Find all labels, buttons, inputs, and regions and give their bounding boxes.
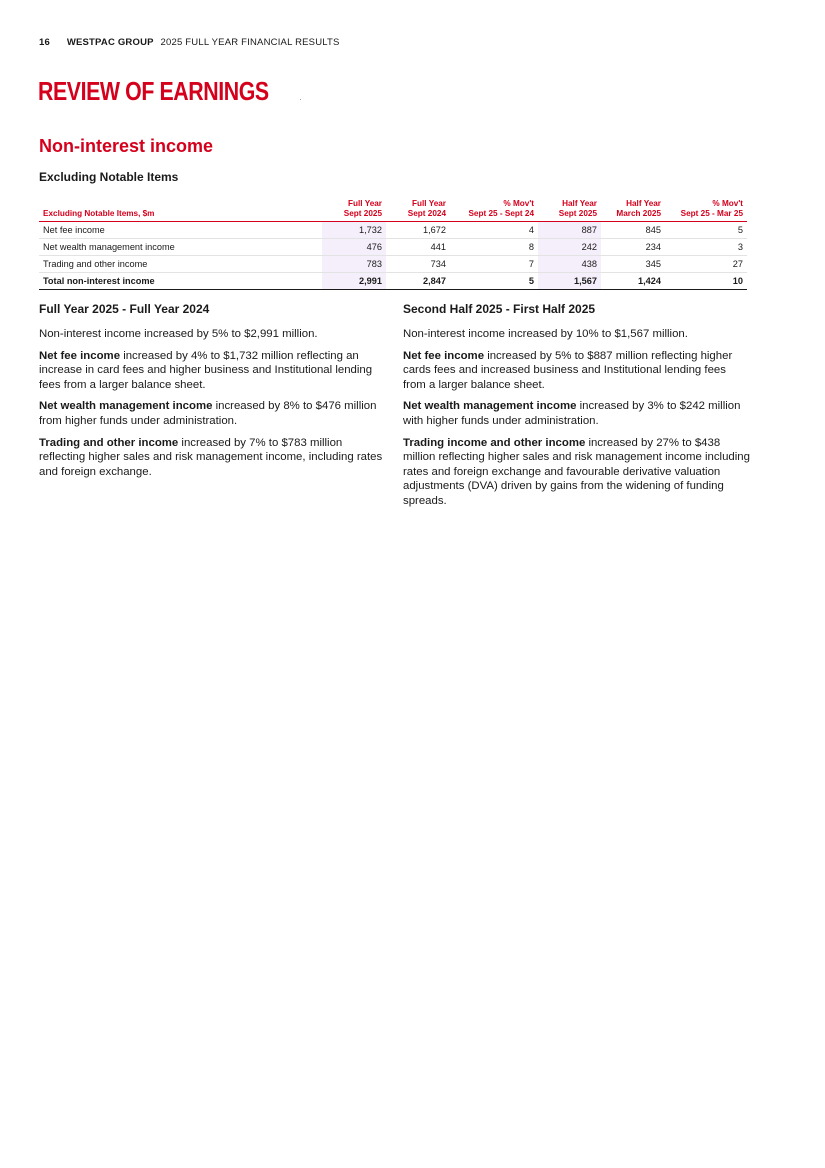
commentary-paragraph: Net wealth management income increased by 3% to $242 million with higher funds under administration. <box>403 400 741 427</box>
column-header: % Mov't Sept 25 - Sept 24 <box>450 199 538 222</box>
table-cell: 1,567 <box>538 273 601 290</box>
half-year-commentary <box>403 302 751 516</box>
page-number: 16 <box>39 37 50 48</box>
commentary-paragraph: Net wealth management income increased by 8% to $476 million from higher funds under administration. <box>39 400 377 427</box>
table-cell: 438 <box>538 256 601 273</box>
commentary-paragraph: Net fee income increased by 4% to $1,732 million reflecting an increase in card fees and higher business and Institutional lending fees from a larger balance sheet. <box>39 349 373 391</box>
stray-mark <box>300 99 301 100</box>
table-cell: 8 <box>450 239 538 256</box>
table-cell: 5 <box>450 273 538 290</box>
table-row <box>39 256 747 273</box>
table-cell: 1,732 <box>322 222 386 239</box>
org-name: WESTPAC GROUP <box>66 37 154 48</box>
table-cell: 4 <box>450 222 538 239</box>
table-cell: 734 <box>386 256 450 273</box>
column-header: % Mov't Sept 25 - Mar 25 <box>665 199 747 222</box>
commentary-heading: Full Year 2025 - Full Year 2024 <box>39 302 210 316</box>
table-cell: 3 <box>665 239 747 256</box>
commentary-paragraph: Trading and other income increased by 7% to $783 million reflecting higher sales and risk management income, including rates and foreign exchange. <box>39 436 383 478</box>
row-label: Net fee income <box>39 222 322 239</box>
table-cell: 2,847 <box>386 273 450 290</box>
table-cell: 887 <box>538 222 601 239</box>
commentary-heading: Second Half 2025 - First Half 2025 <box>403 302 596 316</box>
table-cell: 27 <box>665 256 747 273</box>
row-label: Trading and other income <box>39 256 322 273</box>
table-cell: 1,424 <box>601 273 665 290</box>
table-cell: 7 <box>450 256 538 273</box>
table-cell: 845 <box>601 222 665 239</box>
table-cell: 783 <box>322 256 386 273</box>
running-header <box>39 37 340 48</box>
table-cell: 345 <box>601 256 665 273</box>
table-cell: 10 <box>665 273 747 290</box>
document-title: 2025 FULL YEAR FINANCIAL RESULTS <box>160 37 340 48</box>
table-cell: 441 <box>386 239 450 256</box>
table-row <box>39 239 747 256</box>
table-cell: 234 <box>601 239 665 256</box>
full-year-commentary <box>39 302 387 486</box>
commentary-intro: Non-interest income increased by 5% to $2,991 million. <box>39 328 318 340</box>
column-header: Full Year Sept 2025 <box>322 199 386 222</box>
column-header: Full Year Sept 2024 <box>386 199 450 222</box>
column-header: Excluding Notable Items, $m <box>39 199 322 222</box>
table-row <box>39 222 747 239</box>
commentary-paragraph: Trading income and other income increased by 27% to $438 million reflecting higher sales and risk management income including rates and foreign exchange and favourable derivative valuation adjustments (DVA) driven by gains from the widening of funding spreads. <box>403 436 750 507</box>
commentary-intro: Non-interest income increased by 10% to $1,567 million. <box>403 328 688 340</box>
table-heading: Excluding Notable Items <box>39 170 179 184</box>
non-interest-income-table <box>39 199 747 290</box>
table-cell: 476 <box>322 239 386 256</box>
table-cell: 2,991 <box>322 273 386 290</box>
page-subtitle: Non-interest income <box>39 136 214 156</box>
table-cell: 1,672 <box>386 222 450 239</box>
table-header-row <box>39 199 747 222</box>
row-label: Total non-interest income <box>39 273 322 290</box>
section-title: REVIEW OF EARNINGS <box>38 76 269 106</box>
row-label: Net wealth management income <box>39 239 322 256</box>
table-total-row <box>39 273 747 290</box>
column-header: Half Year March 2025 <box>601 199 665 222</box>
column-header: Half Year Sept 2025 <box>538 199 601 222</box>
commentary-paragraph: Net fee income increased by 5% to $887 million reflecting higher cards fees and increased business and Institutional lending fees from a larger balance sheet. <box>403 349 733 391</box>
table-cell: 5 <box>665 222 747 239</box>
table-cell: 242 <box>538 239 601 256</box>
